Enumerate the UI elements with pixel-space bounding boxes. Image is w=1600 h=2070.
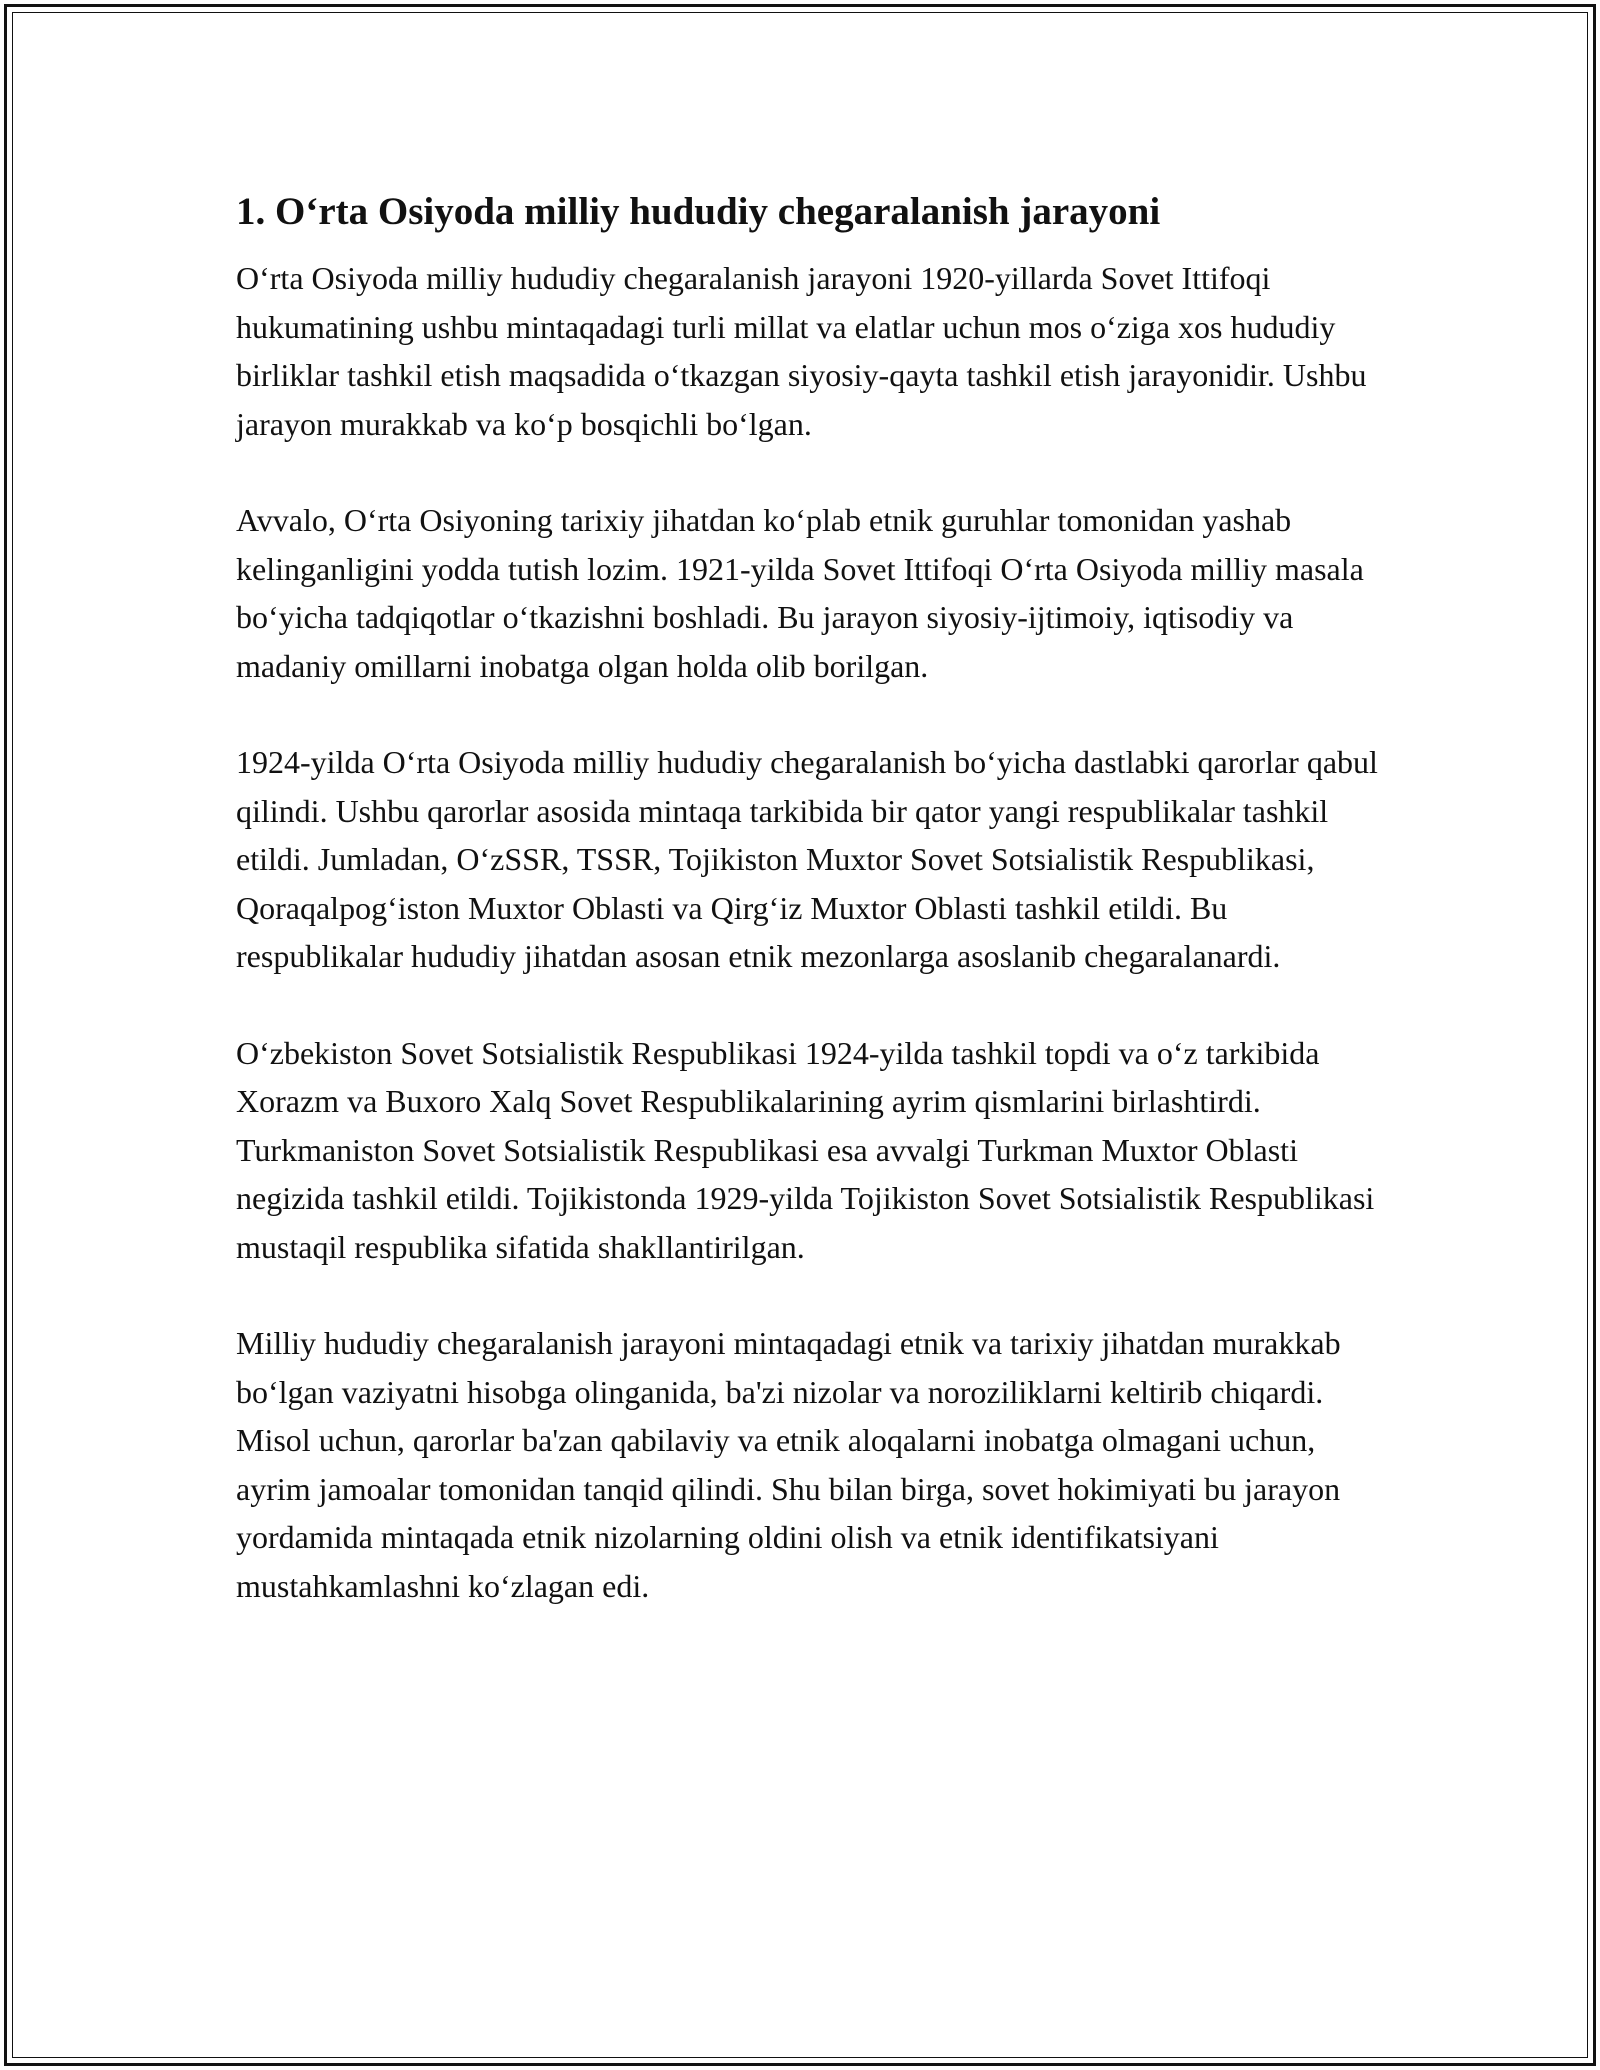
paragraph-3: 1924-yilda O‘rta Osiyoda milliy hududiy chegaralanish bo‘yicha dastlabki qarorlar qabul qilindi. Ushbu qarorlar asosida mintaqa tarkibida bir qator yangi respublikalar tashkil etildi. Jumladan, O‘zSSR, TSSR, Tojikiston Muxtor Sovet Sotsialistik Respublikasi, Qoraqalpog‘iston Muxtor Oblasti va Qirg‘iz Muxtor Oblasti tashkil etildi. Bu respublikalar hududiy jihatdan asosan etnik mezonlarga asoslanib chegaralanardi. (236, 744, 1378, 974)
paragraph-1: O‘rta Osiyoda milliy hududiy chegaralanish jarayoni 1920-yillarda Sovet Ittifoqi hukumatining ushbu mintaqadagi turli millat va elatlar uchun mos o‘ziga xos hududiy birliklar tashkil etish maqsadida o‘tkazgan siyosiy-qayta tashkil etish jarayonidir. Ushbu jarayon murakkab va ko‘p bosqichli bo‘lgan. (236, 260, 1367, 442)
paragraph-2: Avvalo, O‘rta Osiyoning tarixiy jihatdan ko‘plab etnik guruhlar tomonidan yashab kelinganligini yodda tutish lozim. 1921-yilda Sovet Ittifoqi O‘rta Osiyoda milliy masala bo‘yicha tadqiqotlar o‘tkazishni boshladi. Bu jarayon siyosiy-ijtimoiy, iqtisodiy va madaniy omillarni inobatga olgan holda olib borilgan. (236, 502, 1364, 684)
paragraph-5: Milliy hududiy chegaralanish jarayoni mintaqadagi etnik va tarixiy jihatdan murakkab bo‘lgan vaziyatni hisobga olinganida, ba'zi nizolar va noroziliklarni keltirib chiqardi. Misol uchun, qarorlar ba'zan qabilaviy va etnik aloqalarni inobatga olmagani uchun, ayrim jamoalar tomonidan tanqid qilindi. Shu bilan birga, sovet hokimiyati bu jarayon yordamida mintaqada etnik nizolarning oldini olish va etnik identifikatsiyani mustahkamlashni ko‘zlagan edi. (236, 1325, 1341, 1604)
paragraph-4: O‘zbekiston Sovet Sotsialistik Respublikasi 1924-yilda tashkil topdi va o‘z tarkibida Xorazm va Buxoro Xalq Sovet Respublikalarining ayrim qismlarini birlashtirdi. Turkmaniston Sovet Sotsialistik Respublikasi esa avvalgi Turkman Muxtor Oblasti negizida tashkil etildi. Tojikistonda 1929-yilda Tojikiston Sovet Sotsialistik Respublikasi mustaqil respublika sifatida shakllantirilgan. (236, 1034, 1375, 1265)
document-body (236, 186, 1386, 1658)
section-heading: 1. O‘rta Osiyoda milliy hududiy chegaralanish jarayoni (236, 190, 1161, 233)
